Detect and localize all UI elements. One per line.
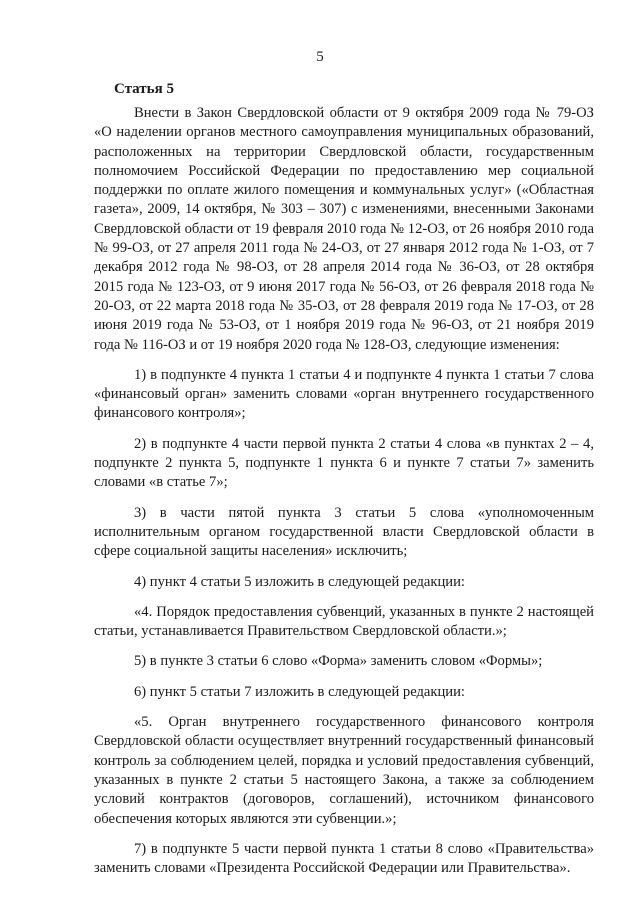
paragraph-item-6-text: «5. Орган внутреннего государственного финансового контроля Свердловской области осуществляет внутренний государственный финансовый контроль за соблюдением целей, порядка и условий предоставления субвенций, указанных в пункте 2 статьи 5 настоящего Закона, а также за соблюдением условий контрактов (договоров, соглашений), источником финансового обеспечения которых являются эти субвенции.»; (94, 714, 594, 827)
paragraph-item-1: 1) в подпункте 4 пункта 1 статьи 4 и подпункте 4 пункта 1 статьи 7 слова «финансовый орган» заменить словами «орган внутреннего государственного финансового контроля»; (94, 366, 594, 422)
paragraph-item-3: 3) в части пятой пункта 3 статьи 5 слова «уполномоченным исполнительным органом государственной власти Свердловской области в сфере социальной защиты населения» исключить; (94, 504, 594, 560)
paragraph-item-7: 7) в подпункте 5 части первой пункта 1 статьи 8 слово «Правительства» заменить словами «Президента Российской Федерации или Правительства». (94, 840, 594, 877)
paragraph-item-5: 5) в пункте 3 статьи 6 слово «Форма» заменить словом «Формы»; (134, 653, 543, 670)
document-body (94, 104, 594, 878)
page-number: 5 (316, 49, 324, 65)
article-title: Статья 5 (114, 81, 174, 97)
paragraph-item-2: 2) в подпункте 4 части первой пункта 2 статьи 4 слова «в пунктах 2 – 4, подпункте 2 пункта 5, подпункте 1 пункта 6 и пункте 7 статьи 7» заменить словами «в статье 7»; (94, 435, 594, 491)
paragraph-item-4: 4) пункт 4 статьи 5 изложить в следующей редакции: (134, 573, 465, 590)
paragraph-intro: Внести в Закон Свердловской области от 9 октября 2009 года № 79-ОЗ «О наделении органов местного самоуправления муниципальных образований, расположенных на территории Свердловской области, государственным полномочием Российской Федерации по предоставлению мер социальной поддержки по оплате жилого помещения и коммунальных услуг» («Областная газета», 2009, 14 октября, № 303 – 307) с изменениями, внесенными Законами Свердловской области от 19 февраля 2010 года № 12-ОЗ, от 26 ноября 2010 года № 99-ОЗ, от 27 апреля 2011 года № 24-ОЗ, от 27 января 2012 года № 1-ОЗ, от 7 декабря 2012 года № 98-ОЗ, от 28 апреля 2014 года № 36-ОЗ, от 28 октября 2015 года № 123-ОЗ, от 9 июня 2017 года № 56-ОЗ, от 26 февраля 2018 года № 20-ОЗ, от 22 марта 2018 года № 35-ОЗ, от 28 февраля 2019 года № 17-ОЗ, от 28 июня 2019 года № 53-ОЗ, от 1 ноября 2019 года № 96-ОЗ, от 21 ноября 2019 года № 116-ОЗ и от 19 ноября 2020 года № 128-ОЗ, следующие изменения: (94, 105, 594, 353)
paragraph-item-4-text: «4. Порядок предоставления субвенций, указанных в пункте 2 настоящей статьи, устанавливается Правительством Свердловской области.»; (94, 603, 594, 640)
paragraph-item-6: 6) пункт 5 статьи 7 изложить в следующей редакции: (134, 683, 465, 700)
